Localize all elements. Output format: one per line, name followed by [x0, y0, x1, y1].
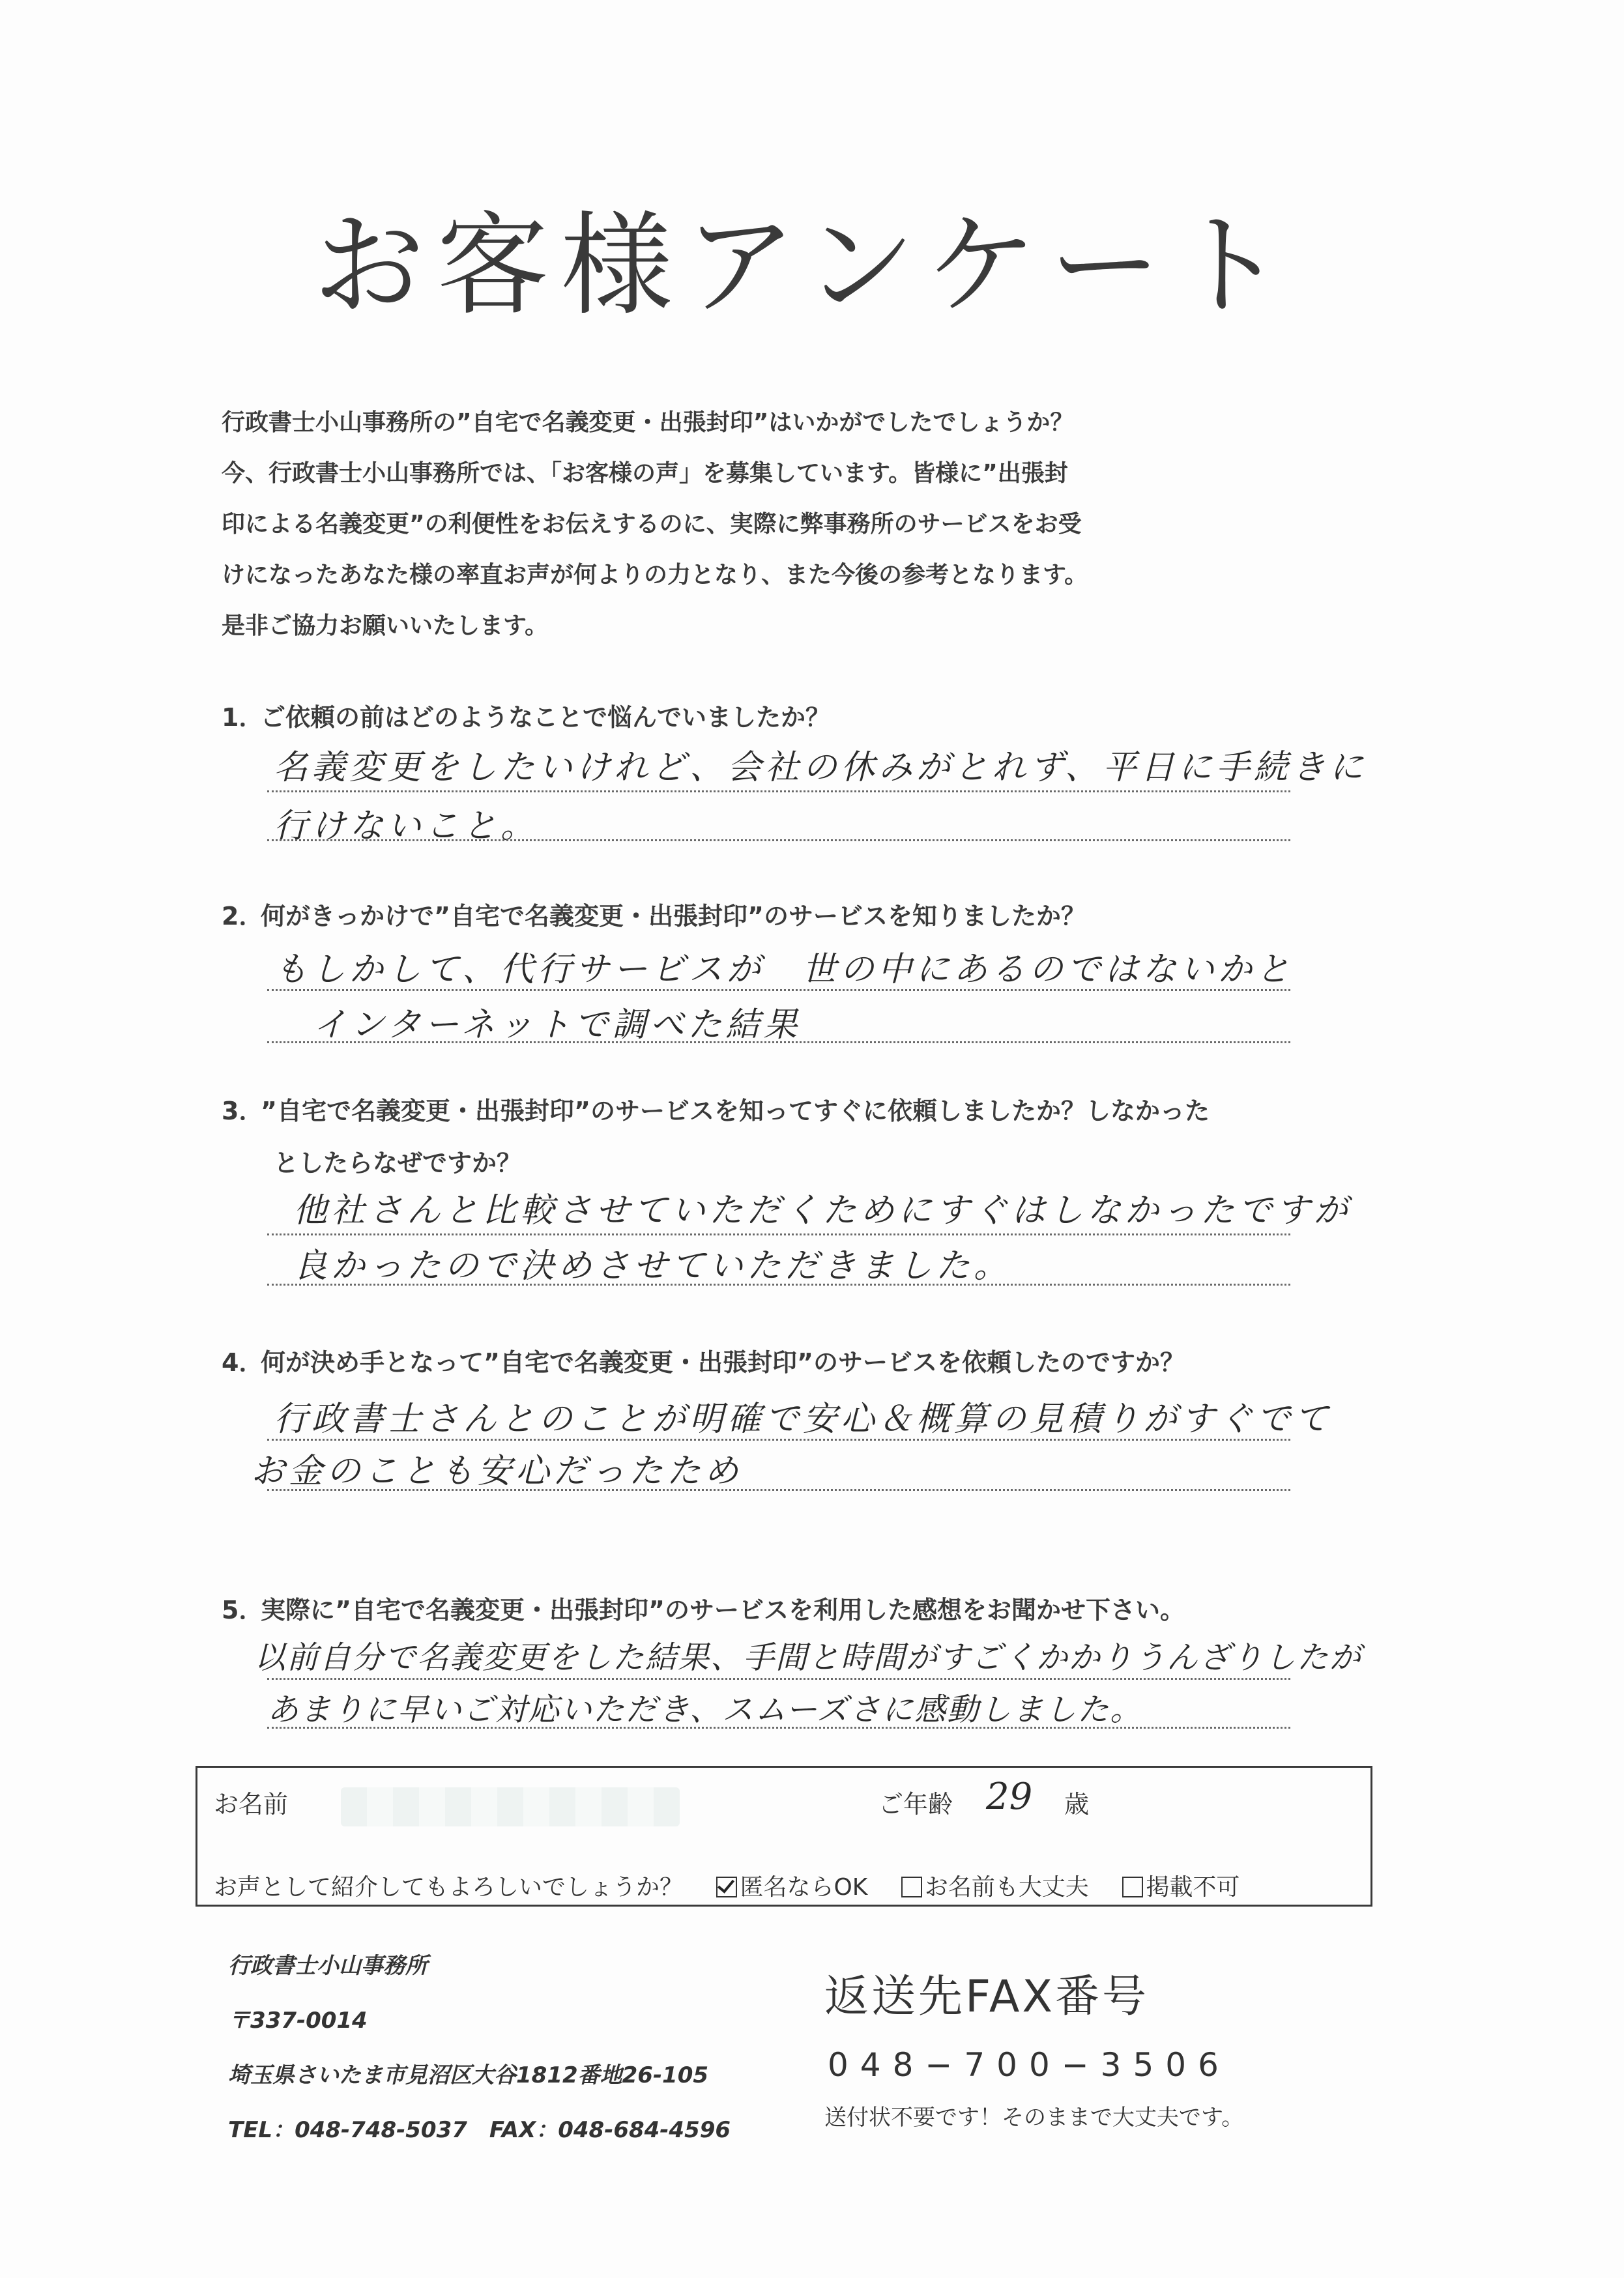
answer-3-line-1: 他社さんと比較させていただくためにすぐはしなかったですが: [293, 1191, 1352, 1230]
answer-rule: [267, 1041, 1290, 1043]
answer-1-line-1: 名義変更をしたいけれど、会社の休みがとれず、平日に手続きに: [274, 748, 1367, 787]
redacted-name: [341, 1787, 680, 1826]
office-name: 行政書士小山事務所: [228, 1953, 428, 1979]
age-label: ご年齢: [878, 1790, 953, 1819]
intro-line: 今、行政書士小山事務所では、「お客様の声」を募集しています。皆様に”出張封: [222, 460, 1068, 487]
question-number: 4．: [222, 1348, 264, 1377]
intro-line: 印による名義変更”の利便性をお伝えするのに、実際に弊事務所のサービスをお受: [222, 511, 1082, 538]
intro-paragraph: [222, 397, 1297, 652]
answer-rule: [267, 1439, 1290, 1441]
answer-5-line-2: あまりに早いご対応いただき、スムーズさに感動しました。: [267, 1692, 1143, 1728]
question-2: [222, 896, 1086, 932]
consent-question: お声として紹介してもよろしいでしょうか？: [214, 1874, 684, 1901]
answer-rule: [267, 839, 1290, 841]
intro-line: 是非ご協力お願いいたします。: [222, 613, 549, 639]
answer-rule: [267, 790, 1290, 792]
question-text: 何が決め手となって”自宅で名義変更・出張封印”のサービスを依頼したのですか？: [261, 1348, 1185, 1377]
answer-rule: [267, 1489, 1290, 1491]
checkbox-checked-icon[interactable]: [716, 1877, 737, 1897]
answer-3-line-2: 良かったので決めさせていただきました。: [293, 1247, 1012, 1286]
question-number: 1．: [222, 703, 264, 732]
option-name-ok[interactable]: [901, 1874, 1089, 1901]
name-label: お名前: [214, 1790, 289, 1819]
intro-line: 行政書士小山事務所の”自宅で名義変更・出張封印”はいかがでしたでしょうか？: [222, 409, 1074, 436]
checkbox-icon[interactable]: [901, 1877, 922, 1897]
option-anonymous[interactable]: [716, 1874, 867, 1901]
question-4: [222, 1342, 1185, 1378]
office-address: 埼玉県さいたま市見沼区大谷1812番地26-105: [228, 2062, 709, 2088]
page-title: お客様アンケート: [313, 200, 1297, 331]
answer-1-line-2: 行けないこと。: [274, 807, 539, 846]
question-number: 5．: [222, 1596, 264, 1624]
question-text: 何がきっかけで”自宅で名義変更・出張封印”のサービスを知りましたか？: [261, 902, 1086, 930]
option-no-publish[interactable]: [1122, 1874, 1240, 1901]
answer-rule: [267, 1727, 1290, 1729]
age-value: 29: [986, 1776, 1033, 1818]
question-1: [222, 697, 830, 733]
question-text-cont: としたらなぜですか？: [274, 1149, 522, 1177]
return-fax-number: 048−700−3506: [828, 2046, 1230, 2084]
intro-line: けになったあなた様の率直お声が何よりの力となり、また今後の参考となります。: [222, 562, 1088, 588]
office-info: [228, 1939, 731, 2157]
option-label: 掲載不可: [1146, 1874, 1240, 1901]
answer-rule: [267, 1284, 1290, 1286]
answer-2-line-2: インターネットで調べた結果: [313, 1005, 802, 1045]
answer-rule: [267, 1678, 1290, 1680]
question-3: [222, 1085, 1210, 1189]
answer-rule: [267, 989, 1290, 991]
age-unit: 歳: [1064, 1790, 1090, 1819]
consent-row: [214, 1869, 1240, 1902]
question-text: ”自宅で名義変更・出張封印”のサービスを知ってすぐに依頼しましたか？しなかった: [261, 1097, 1210, 1125]
question-text: ご依頼の前はどのようなことで悩んでいましたか？: [261, 703, 831, 732]
return-fax-title: 返送先FAX番号: [824, 1971, 1149, 2023]
respondent-box: [196, 1766, 1372, 1907]
answer-2-line-1: もしかして、代行サービスが 世の中にあるのではないかと: [274, 950, 1294, 989]
answer-rule: [267, 1233, 1290, 1235]
return-fax-note: 送付状不要です！そのままで大丈夫です。: [824, 2105, 1244, 2131]
office-tel-fax: TEL：048-748-5037 FAX：048-684-4596: [228, 2117, 731, 2143]
question-number: 3．: [222, 1097, 264, 1125]
office-postal: 〒337-0014: [228, 2008, 368, 2034]
answer-4-line-2: お金のことも安心だったため: [251, 1452, 743, 1491]
question-text: 実際に”自宅で名義変更・出張封印”のサービスを利用した感想をお聞かせ下さい。: [261, 1596, 1185, 1624]
answer-5-line-1: 以前自分で名義変更をした結果、手間と時間がすごくかかりうんざりしたが: [254, 1639, 1363, 1676]
checkbox-icon[interactable]: [1122, 1877, 1143, 1897]
option-label: 匿名ならOK: [740, 1874, 868, 1901]
question-5: [222, 1590, 1185, 1626]
option-label: お名前も大丈夫: [924, 1874, 1089, 1901]
question-number: 2．: [222, 902, 264, 930]
answer-4-line-1: 行政書士さんとのことが明確で安心＆概算の見積りがすぐでて: [274, 1400, 1333, 1439]
